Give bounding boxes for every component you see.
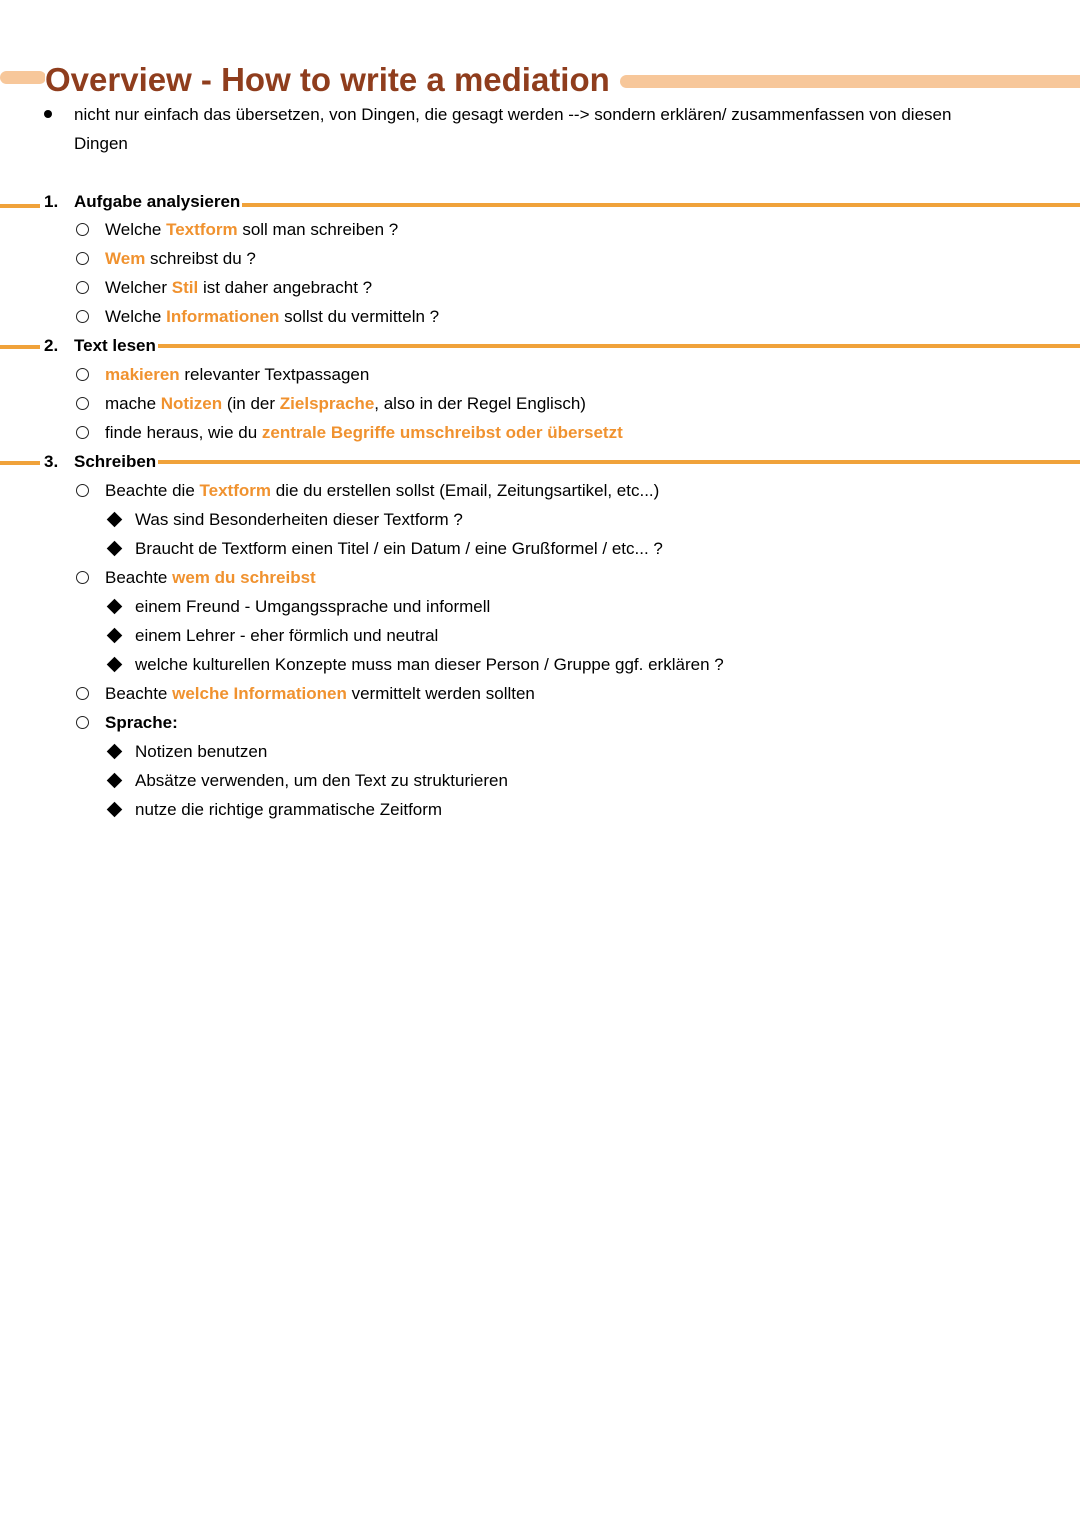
- diamond-bullet: [107, 773, 123, 789]
- section-1-lead-line: [0, 204, 40, 208]
- section-1-number: 1.: [44, 192, 59, 211]
- section-3-number: 3.: [44, 452, 59, 471]
- sub-item: einem Freund - Umgangssprache und informell: [135, 597, 491, 616]
- section-3-title: Schreiben: [74, 452, 157, 471]
- list-item-sprache: Sprache:: [105, 713, 178, 732]
- list-item-beachte-wem: Beachte wem du schreibst: [105, 568, 316, 587]
- circle-bullet: [76, 484, 89, 497]
- intro-bullet: [44, 110, 52, 118]
- diamond-bullet: [107, 599, 123, 615]
- sub-item: Braucht de Textform einen Titel / ein Datum / eine Grußformel / etc... ?: [135, 539, 663, 558]
- page-title: Overview - How to write a mediation: [45, 61, 610, 98]
- intro-text: [74, 100, 1034, 158]
- circle-bullet: [76, 252, 89, 265]
- diamond-bullet: [107, 541, 123, 557]
- list-item-makieren: makieren relevanter Textpassagen: [105, 365, 370, 384]
- circle-bullet: [76, 397, 89, 410]
- list-item-beachte-textform: Beachte die Textform die du erstellen sollst (Email, Zeitungsartikel, etc...): [105, 481, 660, 500]
- circle-bullet: [76, 571, 89, 584]
- sub-item: welche kulturellen Konzepte muss man dieser Person / Gruppe ggf. erklären ?: [135, 655, 724, 674]
- section-3-rule: [74, 460, 1080, 464]
- section-2-lead-line: [0, 345, 40, 349]
- list-item-beachte-informationen: Beachte welche Informationen vermittelt werden sollten: [105, 684, 535, 703]
- list-item-begriffe: finde heraus, wie du zentrale Begriffe umschreibst oder übersetzt: [105, 423, 623, 442]
- circle-bullet: [76, 687, 89, 700]
- title-accent-right: [620, 75, 1080, 88]
- list-item-notizen: mache Notizen (in der Zielsprache, also in der Regel Englisch): [105, 394, 586, 413]
- list-item-wem: Wem schreibst du ?: [105, 249, 256, 268]
- circle-bullet: [76, 426, 89, 439]
- sub-item: Notizen benutzen: [135, 742, 268, 761]
- section-2-title: Text lesen: [74, 336, 156, 355]
- diamond-bullet: [107, 628, 123, 644]
- title-accent-left: [0, 71, 46, 84]
- diamond-bullet: [107, 657, 123, 673]
- list-item-informationen: Welche Informationen sollst du vermitteln ?: [105, 307, 440, 326]
- section-1-title: Aufgabe analysieren: [74, 192, 241, 211]
- list-item-stil: Welcher Stil ist daher angebracht ?: [105, 278, 373, 297]
- section-3-lead-line: [0, 461, 40, 465]
- sub-item: einem Lehrer - eher förmlich und neutral: [135, 626, 439, 645]
- diamond-bullet: [107, 802, 123, 818]
- circle-bullet: [76, 223, 89, 236]
- intro-line-1: nicht nur einfach das übersetzen, von Dingen, die gesagt werden --> sondern erklären/ zusammenfassen von diesen: [74, 105, 952, 124]
- sub-item: Absätze verwenden, um den Text zu strukturieren: [135, 771, 508, 790]
- circle-bullet: [76, 368, 89, 381]
- circle-bullet: [76, 281, 89, 294]
- section-2-number: 2.: [44, 336, 59, 355]
- sub-item: nutze die richtige grammatische Zeitform: [135, 800, 443, 819]
- intro-line-2: Dingen: [74, 134, 128, 153]
- list-item-textform: Welche Textform soll man schreiben ?: [105, 220, 399, 239]
- section-2-rule: [74, 344, 1080, 348]
- diamond-bullet: [107, 512, 123, 528]
- diamond-bullet: [107, 744, 123, 760]
- sub-item: Was sind Besonderheiten dieser Textform ?: [135, 510, 463, 529]
- circle-bullet: [76, 716, 89, 729]
- circle-bullet: [76, 310, 89, 323]
